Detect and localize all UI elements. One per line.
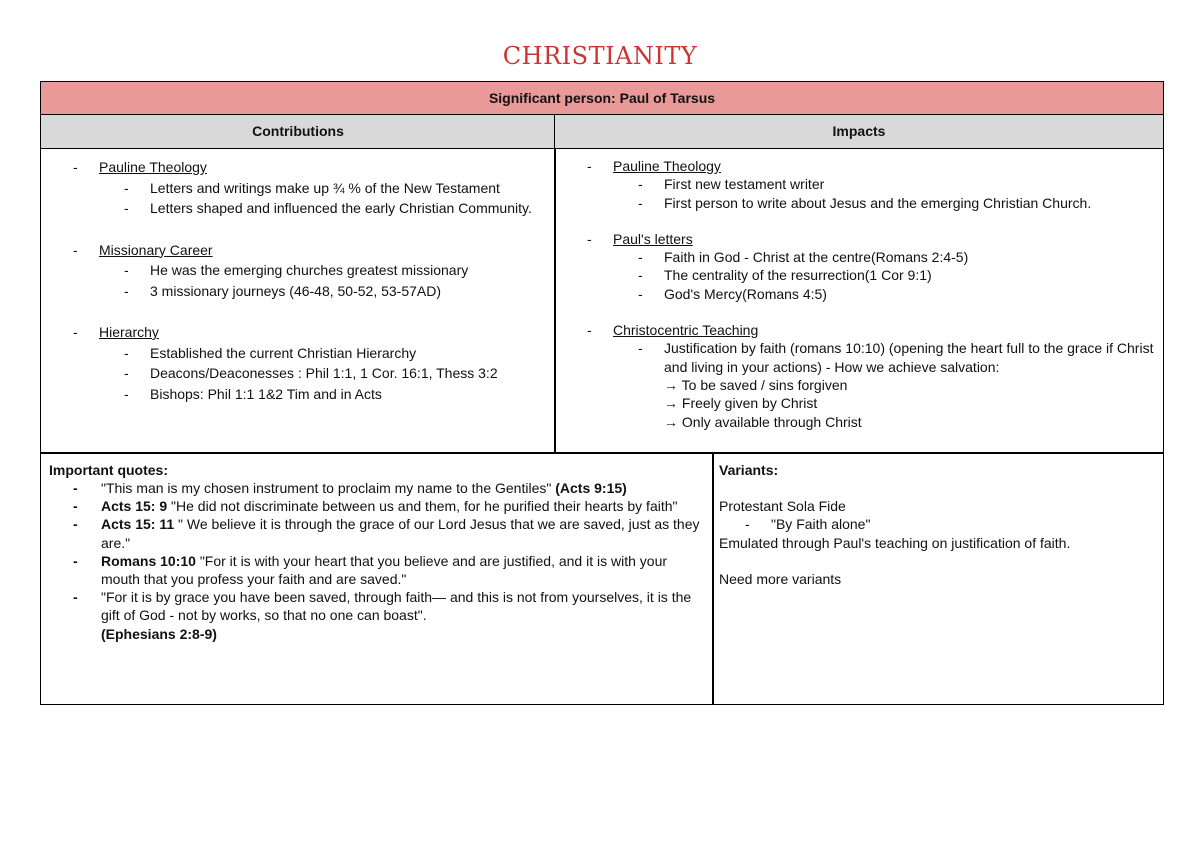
list-item: - 3 missionary journeys (46-48, 50-52, 53-57AD) [124, 282, 442, 299]
list-item: - Bishops: Phil 1:1 1&2 Tim and in Acts [124, 385, 382, 402]
contributions-cell [40, 148, 556, 454]
list-item: - Hierarchy - Established the current Christian Hierarchy - Deacons/Deaconesses : Phil 1:1, 1 Cor. 16:1, Thess 3:2 - Bishops: Phil 1:1 1&2 Tim and in Acts [41, 322, 555, 404]
quote-item: - Romans 10:10 "For it is with your heart that you believe and are justified, and it is with your mouth that you profess your faith and are saved." [73, 552, 668, 588]
variant-line: Need more variants [719, 570, 842, 587]
variants-cell [712, 452, 1164, 705]
list-item: - Pauline Theology - Letters and writings make up ¾ % of the New Testament - Letters shaped and influenced the early Christian Community. [41, 157, 555, 219]
list-item: - Deacons/Deaconesses : Phil 1:1, 1 Cor. 16:1, Thess 3:2 [124, 365, 498, 381]
list-item: - Christocentric Teaching - Justification by faith (romans 10:10) (opening the heart full to the grace if Christ and living in your actions) - How we achieve salvation: → To be saved / sins forgiven → Freely given by Christ → Only available through Christ [555, 321, 1163, 431]
list-item: - First new testament writer [638, 176, 825, 193]
arrow-line: → Only available through Christ [664, 413, 862, 430]
list-item: - Justification by faith (romans 10:10) (opening the heart full to the grace if Christ and living in your actions) - How we achieve salvation: → To be saved / sins forgiven → Freely given by Christ → Only available through Christ [612, 339, 1163, 430]
quotes-title: Important quotes: [49, 462, 168, 478]
impacts-label: Impacts [832, 123, 886, 139]
variants-title: Variants: [719, 462, 779, 478]
list-item: - The centrality of the resurrection(1 Cor 9:1) [638, 267, 932, 284]
list-item: - Faith in God - Christ at the centre(Romans 2:4-5) [638, 249, 969, 266]
page-title: CHRISTIANITY [502, 42, 698, 70]
list-item: - Letters and writings make up ¾ % of the New Testament [124, 179, 500, 196]
impacts-column-header [554, 114, 1164, 149]
list-item: - God's Mercy(Romans 4:5) [638, 285, 827, 302]
topic-heading: Pauline Theology [613, 158, 721, 174]
topic-heading: Christocentric Teaching [613, 322, 759, 339]
list-item: - Letters shaped and influenced the early Christian Community. [124, 200, 532, 216]
list-item: - He was the emerging churches greatest missionary [124, 262, 469, 278]
list-item: - Established the current Christian Hierarchy [124, 344, 417, 361]
list-item: - Missionary Career - He was the emerging churches greatest missionary - 3 missionary journeys (46-48, 50-52, 53-57AD) [41, 240, 555, 302]
variant-line: Emulated through Paul's teaching on justification of faith. [719, 534, 1071, 551]
topic-heading: Pauline Theology [99, 159, 207, 175]
variant-sub-item: - "By Faith alone" [745, 516, 871, 533]
list-item: - First person to write about Jesus and the emerging Christian Church. [638, 194, 1092, 211]
quote-item: - "This man is my chosen instrument to proclaim my name to the Gentiles" (Acts 9:15) [73, 480, 627, 496]
significant-person-header [40, 81, 1164, 115]
topic-heading: Hierarchy [99, 324, 159, 340]
significant-person-label: Significant person: Paul of Tarsus [488, 90, 716, 106]
arrow-line: → To be saved / sins forgiven [664, 376, 848, 393]
list-item: - Paul's letters - Faith in God - Christ at the centre(Romans 2:4-5) - The centrality of the resurrection(1 Cor 9:1) - God's Mercy(Romans 4:5) [555, 230, 1163, 303]
quote-item: - Acts 15: 11 " We believe it is through the grace of our Lord Jesus that we are saved, just as they are." [73, 516, 700, 551]
arrow-line: → Freely given by Christ [664, 395, 818, 412]
quotes-cell [40, 452, 714, 705]
contributions-column-header [40, 114, 556, 149]
contributions-label: Contributions [252, 123, 344, 139]
list-item: - Pauline Theology - First new testament writer - First person to write about Jesus and the emerging Christian Church. [555, 157, 1163, 212]
topic-heading: Missionary Career [99, 241, 213, 258]
variant-line: Protestant Sola Fide [719, 498, 846, 515]
impacts-cell [554, 148, 1164, 454]
quote-item: - Acts 15: 9 "He did not discriminate between us and them, for he purified their hearts by faith" [73, 498, 678, 515]
topic-heading: Paul's letters [613, 230, 693, 247]
quote-item: - "For it is by grace you have been saved, through faith— and this is not from yourselves, it is the gift of God - not by works, so that no one can boast". (Ephesians 2:8-9) [73, 589, 692, 642]
